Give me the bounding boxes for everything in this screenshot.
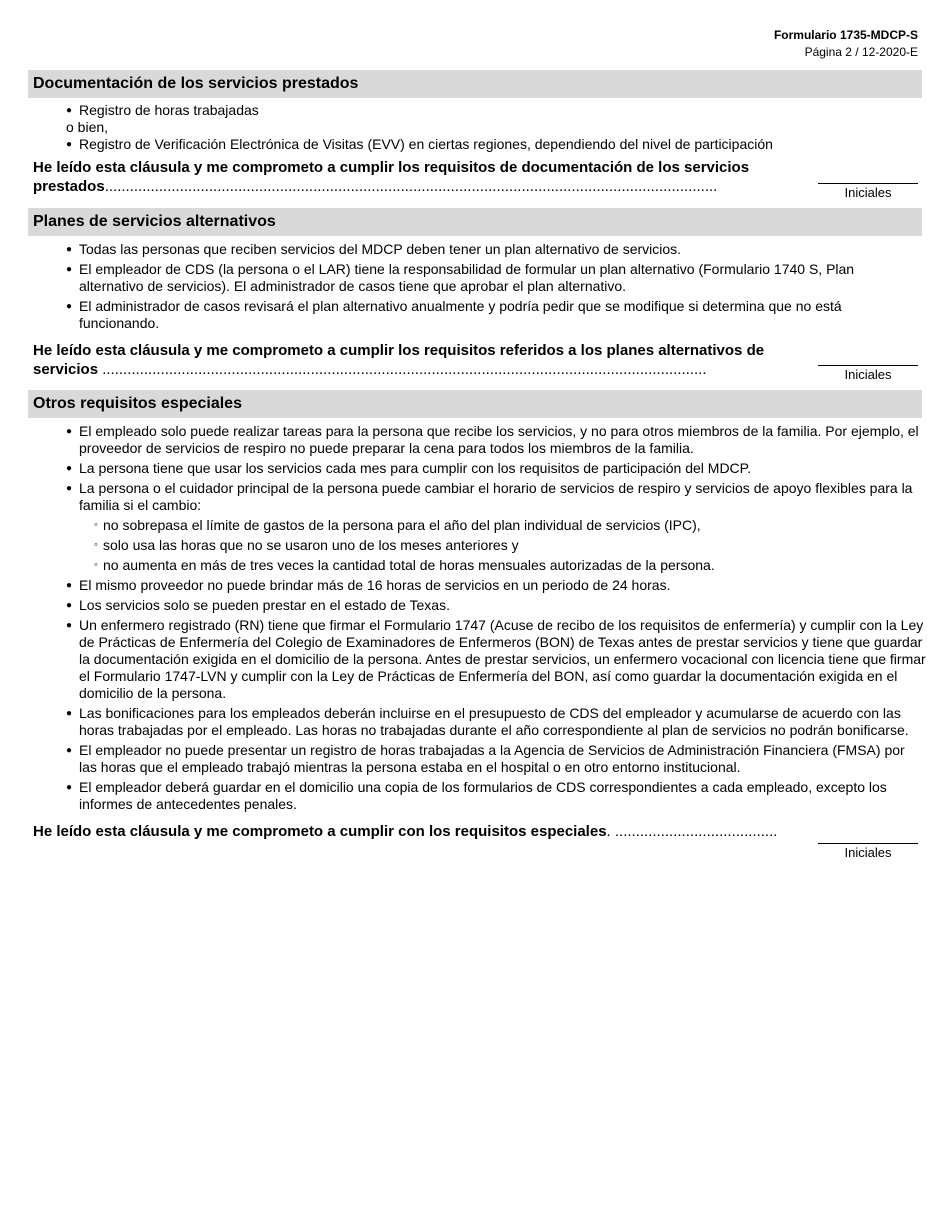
list-item: ● Un enfermero registrado (RN) tiene que firmar el Formulario 1747 (Acuse de recibo de los requisitos de enfermería) y cumplir con la Ley de Prácticas de Enfermería del Colegio de Examinadores de Enfermeros (BON) de Texas antes de prestar servicios y tiene que guardar la documentación exigida en el domicilio de la persona. Antes de prestar servicios, un enfermero vocacional con licencia tiene que firmar el Formulario 1747-LVN y cumplir con la Ley de Prácticas de Enfermería del BON, así como guardar la documentación exigida en el domicilio de la persona. <box>66 617 926 702</box>
dot-leader: ................................................................................................................................................... <box>104 178 718 195</box>
ack-alternative-plans <box>33 341 798 379</box>
sub-list-item: ◦ no sobrepasa el límite de gastos de la persona para el año del plan individual de servicios (IPC), <box>79 517 926 534</box>
initials-field[interactable]: Iniciales <box>818 183 918 201</box>
page-header <box>774 27 918 61</box>
list-item: ● El administrador de casos revisará el plan alternativo anualmente y podría pedir que se modifique si determina que no está funcionando. <box>66 298 886 332</box>
dot-leader: . ....................................... <box>606 823 778 840</box>
ack-text: He leído esta cláusula y me comprometo a cumplir los requisitos de documentación de los servicios <box>33 159 750 176</box>
list-item: ● El empleador de CDS (la persona o el LAR) tiene la responsabilidad de formular un plan alternativo (Formulario 1740 S, Plan alternativo de servicios). El administrador de casos tiene que aprobar el plan alternativo. <box>66 261 886 295</box>
documentation-list <box>66 102 906 153</box>
list-item: ● El empleado solo puede realizar tareas para la persona que recibe los servicios, y no para otros miembros de la familia. Por ejemplo, el proveedor de servicios de respiro no puede preparar la cena para todos los miembros de la familia. <box>66 423 926 457</box>
ack-text: servicios <box>33 361 99 378</box>
sub-list-item: ◦ no aumenta en más de tres veces la cantidad total de horas mensuales autorizadas de la persona. <box>79 557 926 574</box>
ack-text: He leído esta cláusula y me comprometo a cumplir con los requisitos especiales <box>33 823 607 840</box>
section-title-alternative-plans: Planes de servicios alternativos <box>28 208 922 236</box>
section-title-special-requirements: Otros requisitos especiales <box>28 390 922 418</box>
list-item: ● Los servicios solo se pueden prestar en el estado de Texas. <box>66 597 926 614</box>
or-text: o bien, <box>66 119 109 135</box>
ack-text: prestados <box>33 178 105 195</box>
list-item: ● El empleador deberá guardar en el domicilio una copia de los formularios de CDS correspondientes a cada empleado, excepto los informes de antecedentes penales. <box>66 779 926 813</box>
list-item: ● La persona tiene que usar los servicios cada mes para cumplir con los requisitos de participación del MDCP. <box>66 460 926 477</box>
alternative-plans-list <box>66 241 886 335</box>
list-item: ● El empleador no puede presentar un registro de horas trabajadas a la Agencia de Servicios de Administración Financiera (FMSA) por las horas que el empleado trabajó mientras la persona estaba en el hospital o en otro entorno institucional. <box>66 742 926 776</box>
dot-leader: ................................................................................................................................................. <box>98 361 707 378</box>
list-item <box>66 480 926 574</box>
sub-list-item: ◦ solo usa las horas que no se usaron uno de los meses anteriores y <box>79 537 926 554</box>
initials-field[interactable]: Iniciales <box>818 365 918 383</box>
initials-field[interactable]: Iniciales <box>818 843 918 861</box>
list-item-text: La persona o el cuidador principal de la persona puede cambiar el horario de servicios de respiro y servicios de apoyo flexibles para la familia si el cambio: <box>79 480 913 513</box>
list-item: ● Registro de Verificación Electrónica de Visitas (EVV) en ciertas regiones, dependiendo del nivel de participación <box>66 136 906 153</box>
form-number: Formulario 1735-MDCP-S <box>773 28 918 42</box>
list-item: ● Registro de horas trabajadas <box>66 102 906 119</box>
section-title-documentation: Documentación de los servicios prestados <box>28 70 922 98</box>
ack-documentation <box>33 158 798 196</box>
ack-special-requirements <box>33 822 798 841</box>
list-item: ● Las bonificaciones para los empleados deberán incluirse en el presupuesto de CDS del empleador y acumularse de acuerdo con las horas trabajadas por el empleado. Las horas no trabajadas durante el año correspondiente al plan de servicios no podrán bonificarse. <box>66 705 926 739</box>
list-item: ● El mismo proveedor no puede brindar más de 16 horas de servicios en un periodo de 24 horas. <box>66 577 926 594</box>
sub-list <box>79 517 926 574</box>
list-item: ● Todas las personas que reciben servicios del MDCP deben tener un plan alternativo de servicios. <box>66 241 886 258</box>
ack-text: He leído esta cláusula y me comprometo a cumplir los requisitos referidos a los planes alternativos de <box>33 342 765 359</box>
special-requirements-list <box>66 423 926 816</box>
page-info: Página 2 / 12-2020-E <box>804 45 918 59</box>
